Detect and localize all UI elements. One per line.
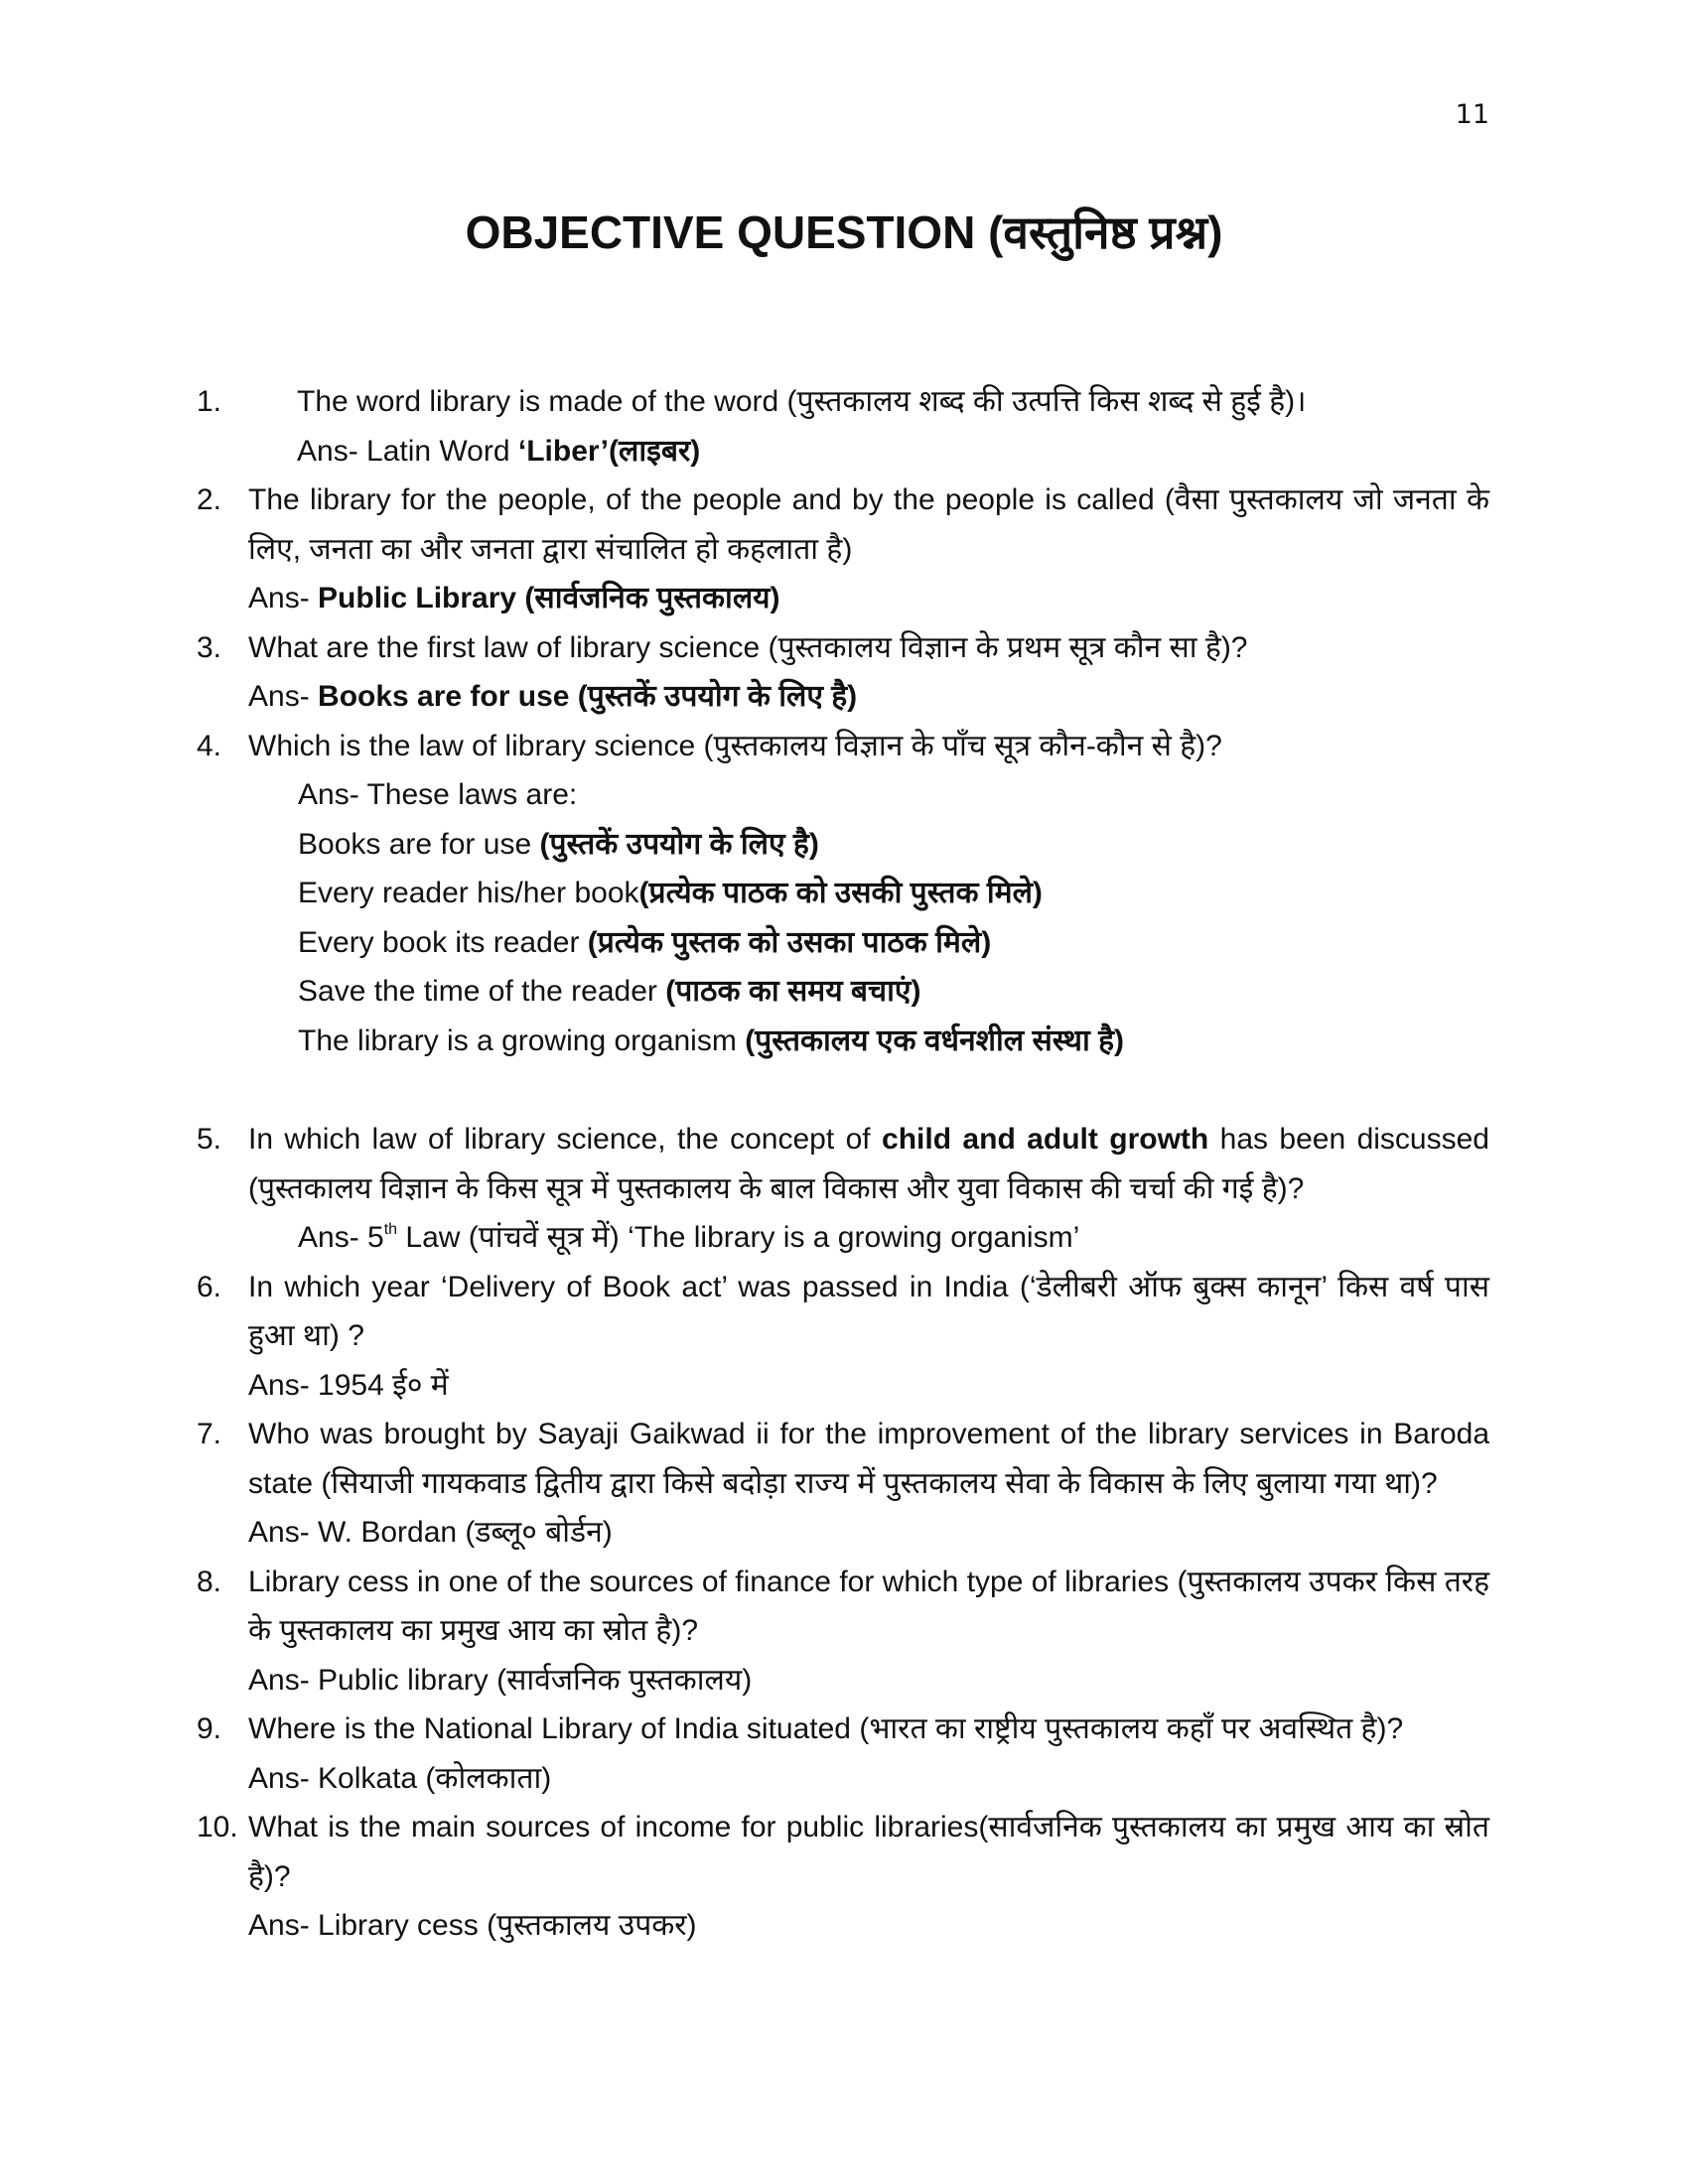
law-item <box>248 967 1489 1017</box>
question-text: The library for the people, of the people and by the people is called (वैसा पुस्तकालय जो जनता के लिए, जनता का और जनता द्वारा संचालित हो कहलाता है) <box>248 483 1489 566</box>
law-item <box>248 918 1489 968</box>
answer: Ans- Public library (सार्वजनिक पुस्तकालय) <box>248 1663 753 1697</box>
question-text: Which is the law of library science (पुस्तकालय विज्ञान के पाँच सूत्र कौन-कौन से है)? <box>248 729 1222 762</box>
question-10 <box>197 1803 1489 1951</box>
law-text: The library is a growing organism <box>298 1024 746 1057</box>
answer: Ans- These laws are: <box>298 778 578 811</box>
answer-bold: ‘Liber’(लाइबर) <box>517 434 701 468</box>
question-text: What are the first law of library science (पुस्तकालय विज्ञान के प्रथम सूत्र कौन सा है)? <box>248 630 1248 664</box>
question-number: 2. <box>197 483 222 516</box>
question-2 <box>197 476 1489 623</box>
question-number: 8. <box>197 1565 222 1598</box>
law-item <box>248 820 1489 870</box>
question-3 <box>197 623 1489 722</box>
law-item <box>248 1017 1489 1066</box>
answer-prefix: Ans- <box>248 582 319 614</box>
answer <box>248 672 1489 722</box>
question-5 <box>197 1115 1489 1263</box>
question-number: 9. <box>197 1712 222 1745</box>
answer: Ans- 1954 ई० में <box>248 1368 449 1402</box>
answer-part: Law (पांचवें सूत्र में) ‘The library is a growing organism’ <box>397 1221 1080 1254</box>
law-text: Save the time of the reader <box>298 975 666 1008</box>
question-number: 4. <box>197 729 222 762</box>
question-number: 3. <box>197 630 222 664</box>
question-text: Library cess in one of the sources of finance for which type of libraries (पुस्तकालय उपकर किस तरह के पुस्तकालय का प्रमुख आय का स्रोत है)? <box>248 1565 1489 1647</box>
answer <box>248 1213 1489 1263</box>
question-text-part: In which law of library science, the concept of <box>248 1123 883 1156</box>
question-4 <box>197 722 1489 1066</box>
question-1 <box>197 377 1489 476</box>
question-number: 7. <box>197 1418 222 1450</box>
answer: Ans- Library cess (पुस्तकालय उपकर) <box>248 1909 697 1942</box>
question-text: Where is the National Library of India situated (भारत का राष्ट्रीय पुस्तकालय कहाँ पर अवस्थित है)? <box>248 1712 1404 1745</box>
page-number: 11 <box>1455 99 1489 130</box>
answer: Ans- W. Bordan (डब्लू० बोर्डन) <box>248 1516 613 1549</box>
question-text-part: has been discussed (पुस्तकालय विज्ञान के किस सूत्र में पुस्तकालय के बाल विकास और युवा विकास की चर्चा की गई है)? <box>248 1123 1489 1205</box>
law-hindi: (पाठक का समय बचाएं) <box>665 975 921 1008</box>
page-title: OBJECTIVE QUESTION (वस्तुनिष्ठ प्रश्न) <box>465 206 1223 258</box>
answer: Ans- Kolkata (कोलकाता) <box>248 1761 552 1795</box>
answer-bold: Public Library (सार्वजनिक पुस्तकालय) <box>318 582 780 614</box>
question-number: 5. <box>197 1123 222 1156</box>
law-hindi: (प्रत्येक पाठक को उसकी पुस्तक मिले) <box>638 877 1043 909</box>
question-text: Who was brought by Sayaji Gaikwad ii for the improvement of the library services in Baroda state (सियाजी गायकवाड द्वितीय द्वारा किसे बदोड़ा राज्य में पुस्तकालय सेवा के विकास के लिए बुलाया गया था)? <box>248 1418 1489 1500</box>
answer-superscript: th <box>383 1221 398 1238</box>
question-number: 6. <box>197 1270 222 1303</box>
answer-bold: Books are for use (पुस्तकें उपयोग के लिए है) <box>318 680 858 713</box>
spacer <box>197 1065 1489 1115</box>
question-9 <box>197 1705 1489 1803</box>
question-text: The word library is made of the word (पुस्तकालय शब्द की उत्पत्ति किस शब्द से हुई है)। <box>297 385 1307 418</box>
answer <box>248 574 1489 623</box>
law-hindi: (पुस्तकें उपयोग के लिए है) <box>539 827 819 861</box>
answer-prefix: Ans- <box>248 680 319 713</box>
question-text <box>248 1115 1489 1213</box>
law-text: Every book its reader <box>298 925 588 959</box>
answer-part: Ans- 5 <box>298 1221 384 1254</box>
question-list <box>197 377 1489 1951</box>
question-text: In which year ‘Delivery of Book act’ was passed in India (‘डेलीबरी ऑफ बुक्स कानून’ किस वर्ष पास हुआ था) ? <box>248 1270 1489 1352</box>
answer-prefix: Ans- Latin Word <box>297 434 518 468</box>
law-hindi: (पुस्तकालय एक वर्धनशील संस्था है) <box>745 1024 1125 1057</box>
law-text: Every reader his/her book <box>298 877 639 909</box>
question-7 <box>197 1410 1489 1558</box>
answer <box>297 427 1489 477</box>
question-6 <box>197 1263 1489 1411</box>
law-item <box>248 869 1489 918</box>
question-text-bold: child and adult growth <box>882 1123 1209 1156</box>
law-text: Books are for use <box>298 827 540 861</box>
question-number: 1. <box>197 385 222 418</box>
question-number: 10. <box>197 1811 238 1843</box>
law-hindi: (प्रत्येक पुस्तक को उसका पाठक मिले) <box>587 925 992 959</box>
question-8 <box>197 1558 1489 1706</box>
question-text: What is the main sources of income for public libraries(सार्वजनिक पुस्तकालय का प्रमुख आय का स्रोत है)? <box>248 1811 1489 1893</box>
